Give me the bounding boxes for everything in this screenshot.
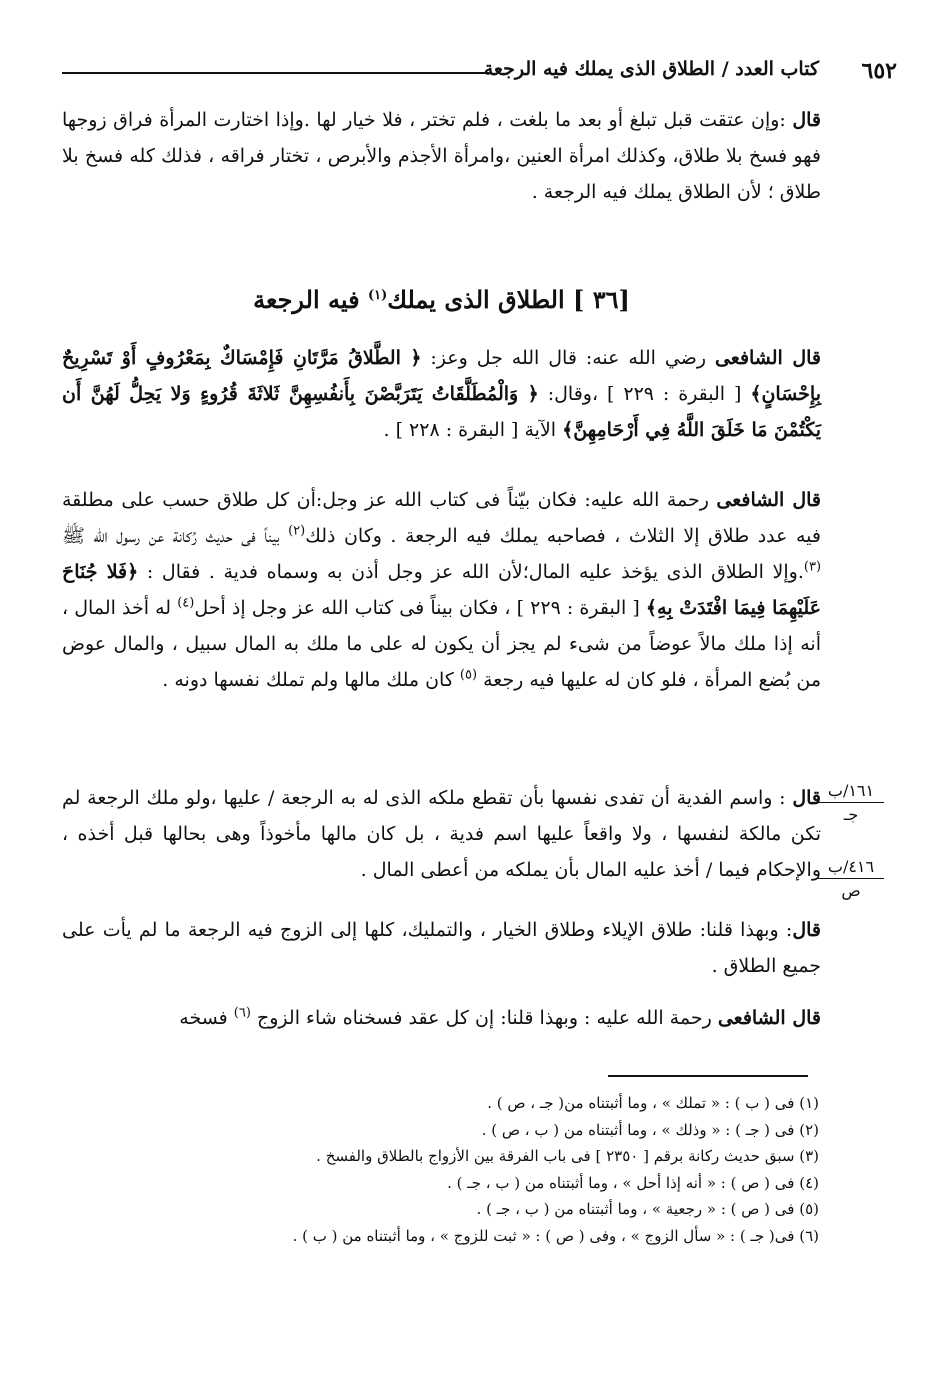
footnote-mark: (١) — [367, 288, 388, 303]
footnote-mark: (٥) — [459, 667, 478, 683]
paragraph-2: قال الشافعى رضي الله عنه: قال الله جل وعز: ﴿ الطَّلاقُ مَرَّتَانِ فَإِمْسَاكٌ بِمَعْرُوفٍ أَوْ تَسْرِيحٌ بِإِحْسَانٍ﴾ [ البقرة : ٢٢٩ ] ،وقال: ﴿ وَالْمُطَلَّقَاتُ يَتَرَبَّصْنَ بِأَنفُسِهِنَّ ثَلاثَةَ قُرُوءٍ وَلا يَحِلُّ لَهُنَّ أَن يَكْتُمْنَ مَا خَلَقَ اللَّهُ فِي أَرْحَامِهِنَّ﴾ الآية [ البقرة : ٢٢٨ ] . — [62, 347, 821, 441]
running-title: كتاب العدد / الطلاق الذى يملك فيه الرجعة — [483, 58, 819, 80]
footnotes — [120, 1090, 819, 1249]
footnote-divider — [608, 1075, 808, 1077]
footnote: (١) فى ( ب ) : « تملك » ، وما أثبتناه من( جـ ، ص ) . — [487, 1094, 819, 1112]
footnote-mark: (٣) — [803, 559, 822, 575]
speaker-label: قال الشافعى — [716, 489, 821, 511]
footnote-mark: (٤) — [177, 595, 195, 611]
quran-verse: ﴿فَلا جُنَاحَ عَلَيْهِمَا فِيمَا افْتَدَتْ بِهِ﴾ — [62, 561, 822, 619]
quran-verse: ﴿ الطَّلاقُ مَرَّتَانِ فَإِمْسَاكٌ بِمَعْرُوفٍ أَوْ تَسْرِيحٌ بِإِحْسَانٍ﴾ — [62, 347, 821, 405]
footnote: (٤) فى ( ص ) : « أنه إذا أحل » ، وما أثبتناه من ( ب ، جـ ) . — [447, 1173, 819, 1192]
page-header — [62, 58, 897, 90]
speaker-label: قال — [792, 919, 821, 941]
paragraph-text: :وإن عتقت قبل تبلغ أو بعد ما بلغت ، فلم تختر ، فلا خيار لها .وإذا اختارت المرأة فراق زوجها فهو فسخ بلا طلاق، وكذلك امرأة العنين ،وامرأة الأجذم والأبرص ، تختار فراقه ، فذلك كله فسخ بلا طلاق ؛ لأن الطلاق يملك فيه الرجعة . — [62, 109, 821, 203]
speaker-label: قال — [792, 787, 821, 809]
paragraph-6: قال الشافعى رحمة الله عليه : وبهذا قلنا: إن كل عقد فسخناه شاء الزوج $^{(٦)}$ فسخه — [179, 1005, 821, 1029]
margin-note: ١٦١/ب جـ — [818, 782, 884, 824]
quran-verse: ﴿ وَالْمُطَلَّقَاتُ يَتَرَبَّصْنَ بِأَنفُسِهِنَّ ثَلاثَةَ قُرُوءٍ وَلا يَحِلُّ لَهُنَّ أَن يَكْتُمْنَ مَا خَلَقَ اللَّهُ فِي أَرْحَامِهِنَّ﴾ — [62, 383, 821, 441]
speaker-label: قال — [792, 109, 821, 131]
page-number: ٦٥٢ — [861, 58, 897, 84]
footnote: (٦) فى( جـ ) : « سأل الزوج » ، وفى ( ص ) : « ثبت للزوج » ، وما أثبتناه من ( ب ) . — [292, 1226, 819, 1245]
footnote: (٢) فى ( جـ ) : « وذلك » ، وما أثبتناه من ( ب ، ص ) . — [481, 1120, 819, 1139]
footnote-mark: (٦) — [233, 1005, 251, 1021]
footnote-mark: (٢) — [288, 523, 306, 539]
paragraph-4: قال : واسم الفدية أن تفدى نفسها بأن تقطع ملكه الذى له به الرجعة / عليها ،ولو ملك الرجعة لم تكن مالكة لنفسها ، ولا واقعاً عليها اسم فدية ، بل كان مالها مأخوذاً وهى بحالها قبل أخذه ، والإحكام فيما / أخذ عليه المال بأن يملكه من أعطى المال . — [62, 787, 821, 881]
margin-note: ٤١٦/ب ص — [818, 858, 884, 900]
speaker-label: قال الشافعى — [717, 1007, 821, 1029]
paragraph-5: قال: وبهذا قلنا: طلاق الإيلاء وطلاق الخيار ، والتمليك، كلها إلى الزوج فيه الرجعة ما لم يأت على جميع الطلاق . — [62, 919, 821, 977]
footnote: (٣) سبق حديث ركانة برقم [ ٢٣٥٠ ] فى باب الفرقة بين الأزواج بالطلاق والفسخ . — [316, 1147, 819, 1165]
footnote: (٥) فى ( ص ) : « رجعية » ، وما أثبتناه من ( ب ، جـ ) . — [476, 1200, 819, 1218]
speaker-label: قال الشافعى — [714, 347, 821, 369]
paragraph-3: قال الشافعى رحمة الله عليه: فكان بيّناً فى كتاب الله عز وجل:أن كل طلاق حسب على مطلقة فيه عدد طلاق إلا الثلاث ، فصاحبه يملك فيه الرجعة . وكان ذلك$^{(٢)}$ بيناً فى حديث رُكانة عن رسول الله ﷺ $^{(٣)}$.وإلا الطلاق الذى يؤخذ عليه المال؛لأن الله عز وجل أذن به وسماه فدية . فقال : ﴿فَلا جُنَاحَ عَلَيْهِمَا فِيمَا افْتَدَتْ بِهِ﴾ [ البقرة : ٢٢٩ ] ، فكان بيناً فى كتاب الله عز وجل إذ أحل$^{(٤)}$ له أخذ المال ، أنه إذا ملك مالاً عوضاً من شىء لم يجز أن يكون له على ما ملك به المال سبيل ، والمال عوض من بُضع المرأة ، فلو كان له عليها فيه رجعة $^{(٥)}$ كان ملك مالها ولم تملك نفسها دونه . — [62, 489, 822, 691]
section-title: [٣٦ ] الطلاق الذى يملك$^{(١)}$ فيه الرجعة — [253, 285, 630, 314]
paragraph-1 — [62, 102, 821, 210]
